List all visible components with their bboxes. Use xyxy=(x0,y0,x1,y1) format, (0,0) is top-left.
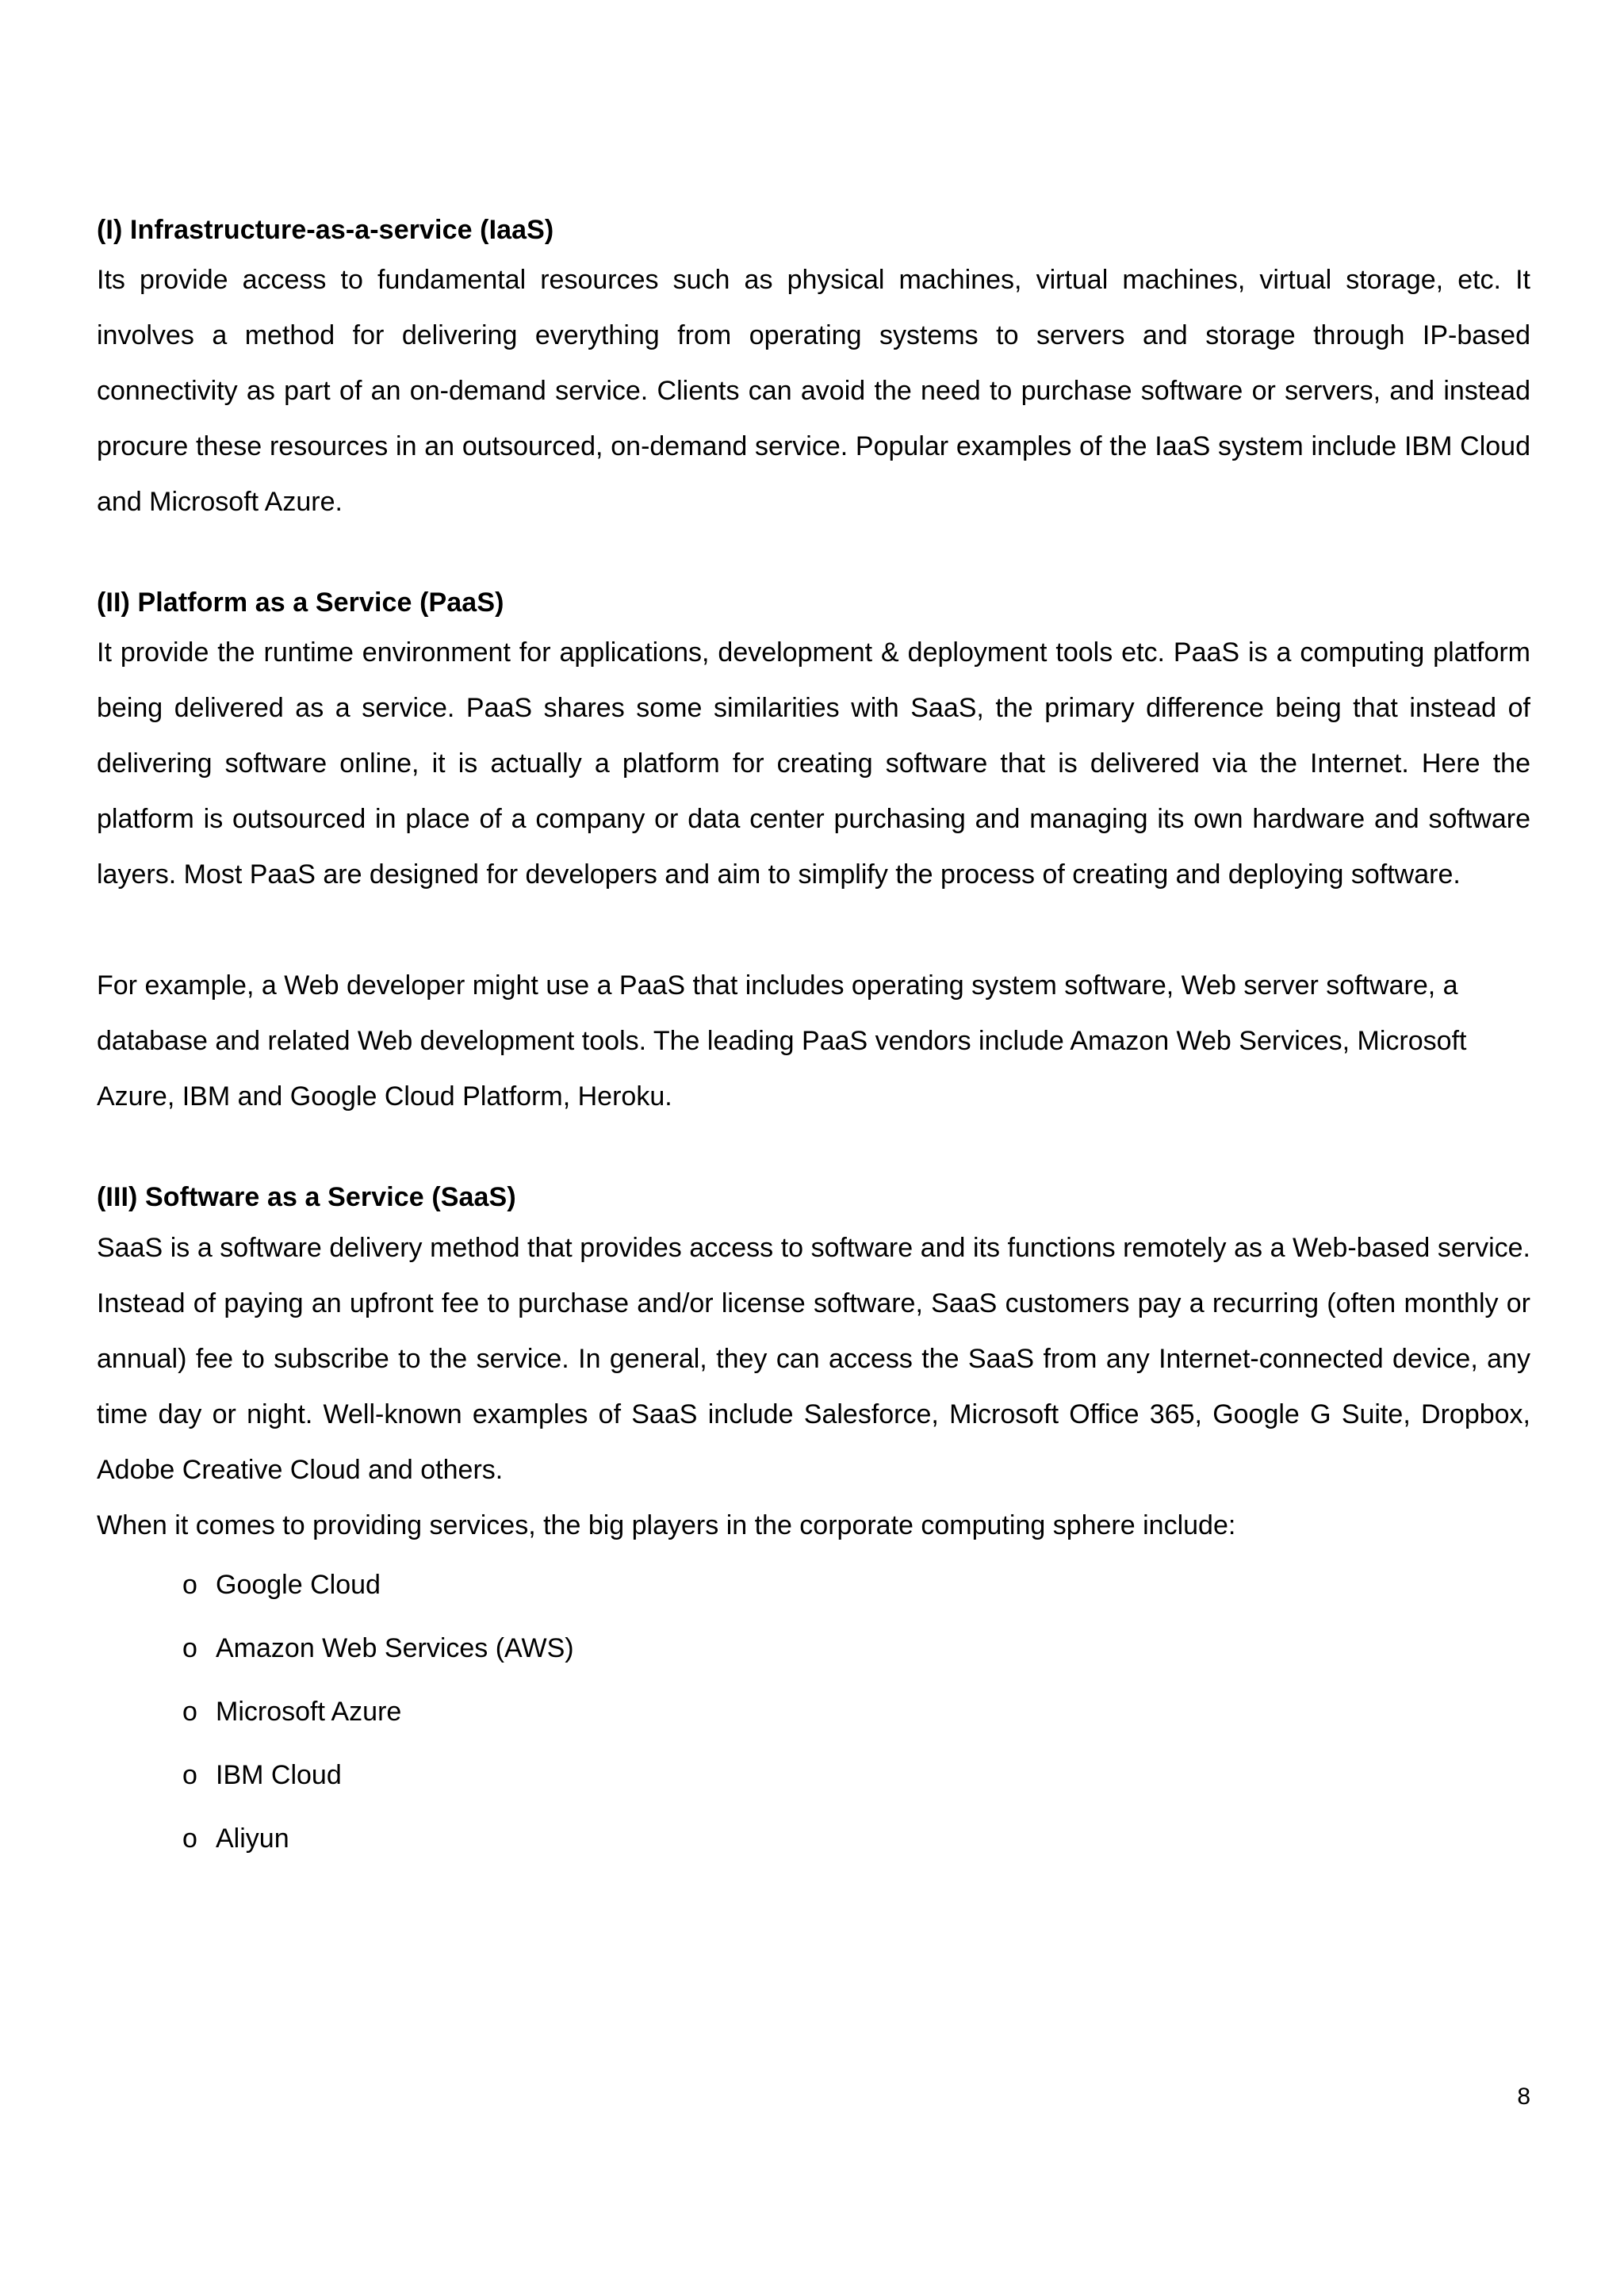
section-iaas xyxy=(97,212,1530,530)
list-item-label: Microsoft Azure xyxy=(216,1696,402,1727)
bullet-marker-icon: o xyxy=(182,1632,197,1663)
paragraph-saas-1: SaaS is a software delivery method that provides access to software and its functions remotely as a Web-based service. Instead of paying an upfront fee to purchase and/or license software, SaaS customers pay a recurring (often monthly or annual) fee to subscribe to the service. In general, they can access the SaaS from any Internet-connected device, any time day or night. Well-known examples of SaaS include Salesforce, Microsoft Office 365, Google G Suite, Dropbox, Adobe Creative Cloud and others. xyxy=(97,1232,1530,1485)
list-item xyxy=(97,1743,1530,1807)
bullet-marker-icon: o xyxy=(182,1569,197,1600)
list-item-label: Amazon Web Services (AWS) xyxy=(216,1632,574,1663)
section-heading-saas: (III) Software as a Service (SaaS) xyxy=(97,1182,516,1213)
bullet-list-intro: When it comes to providing services, the big players in the corporate computing sphere include: xyxy=(97,1510,1236,1540)
cloud-providers-list xyxy=(97,1553,1530,1870)
bullet-marker-icon: o xyxy=(182,1696,197,1727)
list-item xyxy=(97,1553,1530,1617)
section-saas xyxy=(97,1180,1530,1869)
document-body xyxy=(97,212,1530,1870)
paragraph-spacer xyxy=(97,902,1530,958)
section-paas xyxy=(97,585,1530,1124)
bullet-marker-icon: o xyxy=(182,1823,197,1854)
list-item xyxy=(97,1680,1530,1743)
bullet-marker-icon: o xyxy=(182,1759,197,1790)
section-spacer xyxy=(97,1124,1530,1180)
paragraph-paas-1: It provide the runtime environment for applications, development & deployment tools etc. PaaS is a computing platform being delivered as a service. PaaS shares some similarities with SaaS, the primary difference being that instead of delivering software online, it is actually a platform for creating software that is delivered via the Internet. Here the platform is outsourced in place of a company or data center purchasing and managing its own hardware and software layers. Most PaaS are designed for developers and aim to simplify the process of creating and deploying software. xyxy=(97,637,1530,890)
list-item-label: Google Cloud xyxy=(216,1569,381,1600)
section-heading-iaas: (I) Infrastructure-as-a-service (IaaS) xyxy=(97,215,554,245)
section-heading-paas: (II) Platform as a Service (PaaS) xyxy=(97,587,504,618)
list-item xyxy=(97,1617,1530,1680)
list-item xyxy=(97,1807,1530,1870)
list-item-label: IBM Cloud xyxy=(216,1759,342,1790)
page-number: 8 xyxy=(1517,2084,1530,2110)
section-spacer xyxy=(97,530,1530,585)
list-item-label: Aliyun xyxy=(216,1823,289,1854)
paragraph-iaas-1: Its provide access to fundamental resources such as physical machines, virtual machines, virtual storage, etc. It involves a method for delivering everything from operating systems to servers and storage through IP-based connectivity as part of an on-demand service. Clients can avoid the need to purchase software or servers, and instead procure these resources in an outsourced, on-demand service. Popular examples of the IaaS system include IBM Cloud and Microsoft Azure. xyxy=(97,265,1530,518)
paragraph-paas-2: For example, a Web developer might use a PaaS that includes operating system software, Web server software, a database and related Web development tools. The leading PaaS vendors include Amazon Web Services, Microsoft Azure, IBM and Google Cloud Platform, Heroku. xyxy=(97,970,1467,1112)
